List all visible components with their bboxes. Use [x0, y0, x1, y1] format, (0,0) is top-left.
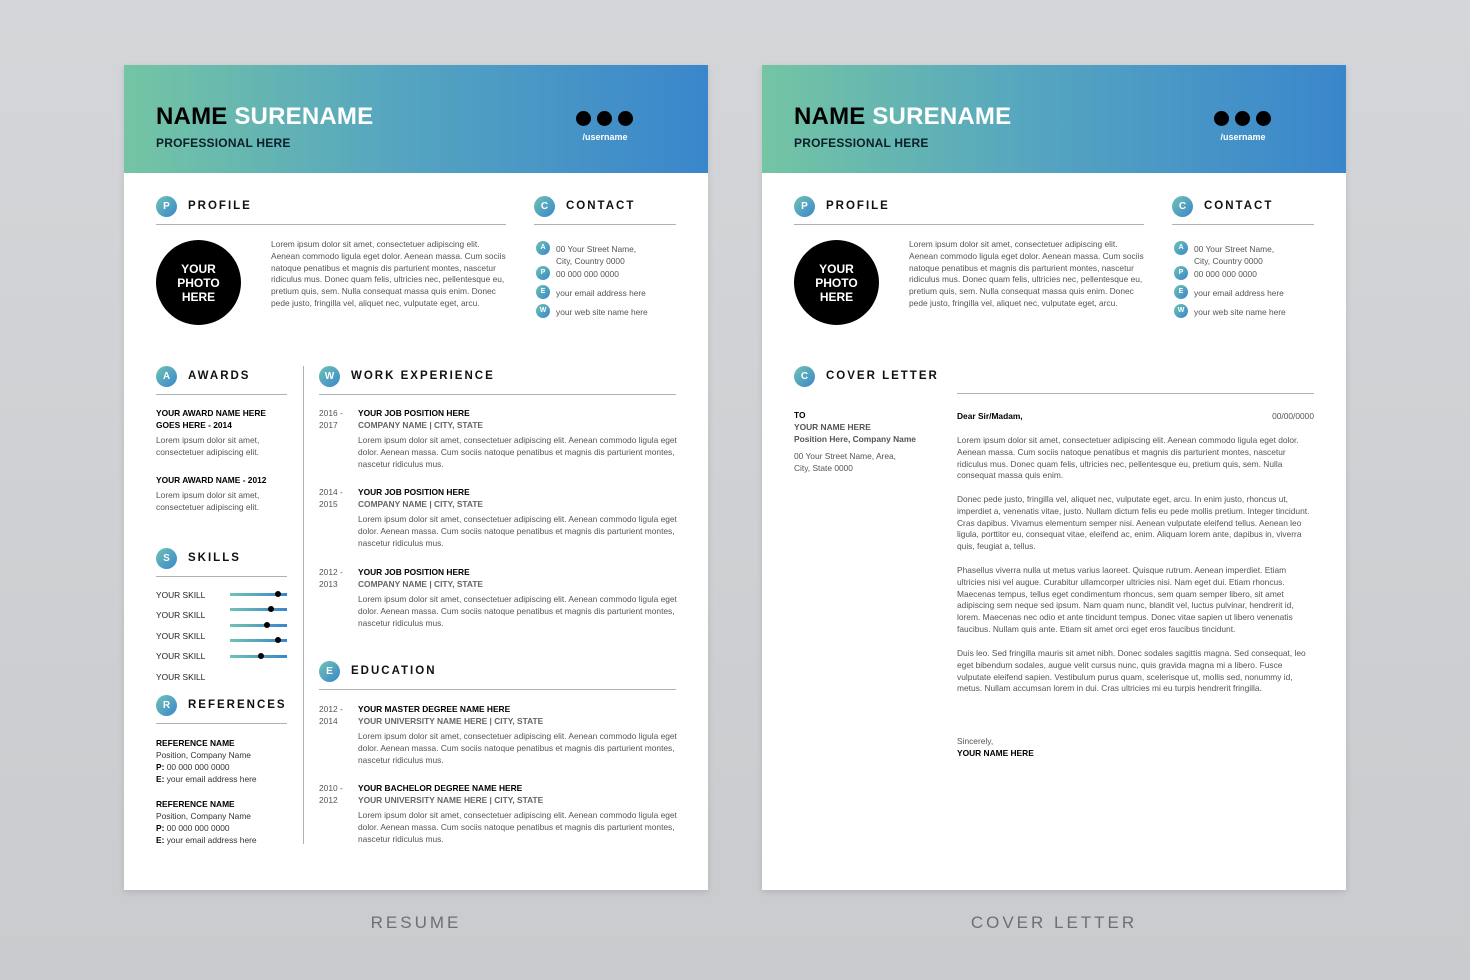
- divider: [319, 394, 676, 395]
- header-username: /username: [582, 132, 628, 142]
- skill-knob: [275, 637, 281, 643]
- divider: [794, 224, 1144, 225]
- edu-school: YOUR UNIVERSITY NAME HERE | CITY, STATE: [358, 716, 544, 726]
- to-label: TO: [794, 410, 806, 420]
- profile-text: Lorem ipsum dolor sit amet, consectetuer adipiscing elit. Aenean commodo ligula eget dolor. Aenean massa. Cum sociis natoque penatibus et magnis dis parturient montes, nascetur ridiculus mus. Donec quam felis, ultricies nec, pellentesque eu, pretium quis, sem. Nulla consequat massa quis enim. Donec pede justo, fringilla vel, aliquet nec, vulputate eget, arcu.: [909, 239, 1144, 308]
- contact-phone: P 00 000 000 0000: [536, 266, 676, 280]
- edu-desc: Lorem ipsum dolor sit amet, consectetuer adipiscing elit. Aenean commodo ligula eget dolor. Aenean massa. Cum sociis natoque penatibus et magnis dis parturient montes, nascetur ridiculus mus.: [358, 731, 677, 765]
- skill-bar: [230, 639, 287, 642]
- skill-knob: [275, 591, 281, 597]
- address-icon: A: [536, 241, 550, 255]
- photo-placeholder: YOUR PHOTO HERE: [156, 240, 241, 325]
- skill-label: YOUR SKILL: [156, 610, 206, 620]
- divider: [156, 576, 287, 577]
- divider: [156, 224, 506, 225]
- job-desc: Lorem ipsum dolor sit amet, consectetuer adipiscing elit. Aenean commodo ligula eget dolor. Aenean massa. Cum sociis natoque penatibus et magnis dis parturient montes, nascetur ridiculus mus.: [358, 435, 677, 469]
- letter-paragraph: Lorem ipsum dolor sit amet, consectetuer adipiscing elit. Aenean commodo ligula eget dolor. Aenean massa. Cum sociis natoque penatibus et magnis dis parturient montes, nascetur ridiculus mus. Donec quam felis, ultricies nec, pellentesque eu, pretium quis, sem. Nulla consequat massa quis enim.: [957, 435, 1299, 481]
- signature: YOUR NAME HERE: [957, 748, 1034, 758]
- edu-years: 2012 - 2014: [319, 704, 343, 726]
- photo-placeholder: YOUR PHOTO HERE: [794, 240, 879, 325]
- contact-web: W your web site name here: [1174, 304, 1314, 318]
- social-dots-icon: [576, 111, 634, 126]
- contact-heading: C CONTACT: [1172, 196, 1314, 218]
- award-name: YOUR AWARD NAME - 2012: [156, 475, 267, 485]
- job-company: COMPANY NAME | CITY, STATE: [358, 499, 484, 509]
- reference-name: REFERENCE NAME: [156, 799, 235, 809]
- reference-name: REFERENCE NAME: [156, 738, 235, 748]
- job-title: YOUR JOB POSITION HERE: [358, 408, 470, 418]
- skill-label: YOUR SKILL: [156, 651, 206, 661]
- job-title: YOUR JOB POSITION HERE: [358, 487, 470, 497]
- job-years: 2014 - 2015: [319, 487, 343, 509]
- greeting: Dear Sir/Madam,: [957, 411, 1023, 421]
- recipient-address: 00 Your Street Name, Area, City, State 0000: [794, 451, 896, 473]
- resume-label: RESUME: [370, 913, 462, 932]
- divider: [156, 394, 287, 395]
- work-heading: W WORK EXPERIENCE: [319, 366, 676, 388]
- skill-knob: [268, 606, 274, 612]
- column-divider: [303, 366, 304, 844]
- web-icon: W: [1174, 304, 1188, 318]
- education-badge-icon: E: [319, 661, 340, 682]
- skill-bar: [230, 593, 287, 596]
- cover-letter-badge-icon: C: [794, 366, 815, 387]
- email-icon: E: [536, 285, 550, 299]
- cover-letter-label: COVER LETTER: [970, 913, 1138, 932]
- contact-heading: C CONTACT: [534, 196, 676, 218]
- skill-knob: [264, 622, 270, 628]
- contact-badge-icon: C: [534, 196, 555, 217]
- contact-email: E your email address here: [536, 285, 676, 299]
- skill-label: YOUR SKILL: [156, 672, 206, 682]
- web-icon: W: [536, 304, 550, 318]
- job-years: 2016 - 2017: [319, 408, 343, 430]
- awards-heading: A AWARDS: [156, 366, 287, 388]
- job-title: YOUR JOB POSITION HERE: [358, 567, 470, 577]
- reference-phone: P: 00 000 000 0000: [156, 762, 230, 772]
- skill-label: YOUR SKILL: [156, 590, 206, 600]
- skill-bar: [230, 655, 287, 658]
- reference-position: Position, Company Name: [156, 811, 251, 821]
- edu-degree: YOUR BACHELOR DEGREE NAME HERE: [358, 783, 523, 793]
- closing: Sincerely,: [957, 736, 994, 746]
- profile-heading: P PROFILE: [794, 196, 1144, 218]
- job-desc: Lorem ipsum dolor sit amet, consectetuer adipiscing elit. Aenean commodo ligula eget dolor. Aenean massa. Cum sociis natoque penatibus et magnis dis parturient montes, nascetur ridiculus mus.: [358, 514, 677, 548]
- letter-paragraph: Phasellus viverra nulla ut metus varius laoreet. Quisque rutrum. Aenean imperdiet. Etiam ultricies nisi vel augue. Curabitur ullamcorper ultricies nisi. Nam eget dui. Etiam rhoncus. Maecenas tempus, tellus eget condimentum rhoncus, sem quam semper libero, sit amet adipiscing sem neque sed ipsum. Nam quam nunc, blandit vel, luctus pulvinar, hendrerit id, lorem. Maecenas nec odio et ante tincidunt tempus. Donec vitae sapien ut libero venenatis faucibus. Nullam quis ante. Etiam sit amet orci eget eros faucibus tincidunt.: [957, 565, 1294, 634]
- work-badge-icon: W: [319, 366, 340, 387]
- contact-email: E your email address here: [1174, 285, 1314, 299]
- reference-email: E: your email address here: [156, 835, 257, 845]
- award-name: YOUR AWARD NAME HERE GOES HERE - 2014: [156, 408, 266, 430]
- letter-date: 00/00/0000: [1272, 411, 1314, 421]
- divider: [319, 689, 676, 690]
- phone-icon: P: [536, 266, 550, 280]
- skill-label: YOUR SKILL: [156, 631, 206, 641]
- contact-address: A 00 Your Street Name, City, Country 0000: [1174, 241, 1314, 255]
- edu-desc: Lorem ipsum dolor sit amet, consectetuer adipiscing elit. Aenean commodo ligula eget dolor. Aenean massa. Cum sociis natoque penatibus et magnis dis parturient montes, nascetur ridiculus mus.: [358, 810, 677, 844]
- reference-phone: P: 00 000 000 0000: [156, 823, 230, 833]
- contact-web: W your web site name here: [536, 304, 676, 318]
- profile-badge-icon: P: [156, 196, 177, 217]
- skills-badge-icon: S: [156, 548, 177, 569]
- references-badge-icon: R: [156, 695, 177, 716]
- cover-letter-heading: C COVER LETTER: [794, 366, 954, 388]
- letter-paragraph: Duis leo. Sed fringilla mauris sit amet nibh. Donec sodales sagittis magna. Sed consequat, leo eget bibendum sodales, augue velit cursus nunc, quis gravida magna mi a libero. Fusce vulputate eleifend sapien. Vestibulum purus quam, scelerisque ut, mollis sed, nonummy id, metus. Nullam accumsan lorem in dui. Cras ultricies mi eu turpis hendrerit fringilla.: [957, 648, 1306, 694]
- edu-school: YOUR UNIVERSITY NAME HERE | CITY, STATE: [358, 795, 544, 805]
- header-username: /username: [1220, 132, 1266, 142]
- address-icon: A: [1174, 241, 1188, 255]
- job-company: COMPANY NAME | CITY, STATE: [358, 420, 484, 430]
- contact-address: A 00 Your Street Name, City, Country 0000: [536, 241, 676, 255]
- resume-page: [124, 65, 708, 890]
- divider: [534, 224, 676, 225]
- job-years: 2012 - 2013: [319, 567, 343, 589]
- letter-paragraph: Donec pede justo, fringilla vel, aliquet nec, vulputate eget, arcu. In enim justo, rhoncus ut, imperdiet a, venenatis vitae, justo. Nullam dictum felis eu pede mollis pretium. Integer tincidunt. Cras dapibus. Vivamus elementum semper nisi. Aenean vulputate eleifend tellus. Aenean leo ligula, porttitor eu, consequat vitae, eleifend ac, enim. Aliquam lorem ante, dapibus in, viverra quis, feugiat a, tellus.: [957, 494, 1310, 552]
- profile-heading: P PROFILE: [156, 196, 506, 218]
- job-desc: Lorem ipsum dolor sit amet, consectetuer adipiscing elit. Aenean commodo ligula eget dolor. Aenean massa. Cum sociis natoque penatibus et magnis dis parturient montes, nascetur ridiculus mus.: [358, 594, 677, 628]
- skill-bar: [230, 608, 287, 611]
- edu-years: 2010 - 2012: [319, 783, 343, 805]
- award-desc: Lorem ipsum dolor sit amet, consectetuer adipiscing elit.: [156, 435, 260, 457]
- profile-text: Lorem ipsum dolor sit amet, consectetuer adipiscing elit. Aenean commodo ligula eget dolor. Aenean massa. Cum sociis natoque penatibus et magnis dis parturient montes, nascetur ridiculus mus. Donec quam felis, ultricies nec, pellentesque eu, pretium quis, sem. Nulla consequat massa quis enim. Donec pede justo, fringilla vel, aliquet nec, vulputate eget, arcu.: [271, 239, 506, 308]
- award-desc: Lorem ipsum dolor sit amet, consectetuer adipiscing elit.: [156, 490, 260, 512]
- resume-header: [124, 65, 708, 173]
- reference-email: E: your email address here: [156, 774, 257, 784]
- cover-header: [762, 65, 1346, 173]
- recipient-position: Position Here, Company Name: [794, 434, 916, 444]
- references-heading: R REFERENCES: [156, 695, 287, 717]
- email-icon: E: [1174, 285, 1188, 299]
- divider: [156, 723, 287, 724]
- skills-heading: S SKILLS: [156, 548, 287, 570]
- recipient-name: YOUR NAME HERE: [794, 422, 871, 432]
- awards-badge-icon: A: [156, 366, 177, 387]
- skill-bar: [230, 624, 287, 627]
- cover-letter-page: [762, 65, 1346, 890]
- divider: [957, 393, 1314, 394]
- edu-degree: YOUR MASTER DEGREE NAME HERE: [358, 704, 511, 714]
- skill-knob: [258, 653, 264, 659]
- profile-badge-icon: P: [794, 196, 815, 217]
- social-dots-icon: [1214, 111, 1272, 126]
- contact-badge-icon: C: [1172, 196, 1193, 217]
- reference-position: Position, Company Name: [156, 750, 251, 760]
- header-name: NAME SURENAME: [156, 103, 374, 130]
- header-profession: PROFESSIONAL HERE: [156, 136, 291, 150]
- header-profession: PROFESSIONAL HERE: [794, 136, 929, 150]
- education-heading: E EDUCATION: [319, 661, 676, 683]
- header-name: NAME SURENAME: [794, 103, 1012, 130]
- phone-icon: P: [1174, 266, 1188, 280]
- contact-phone: P 00 000 000 0000: [1174, 266, 1314, 280]
- job-company: COMPANY NAME | CITY, STATE: [358, 579, 484, 589]
- divider: [1172, 224, 1314, 225]
